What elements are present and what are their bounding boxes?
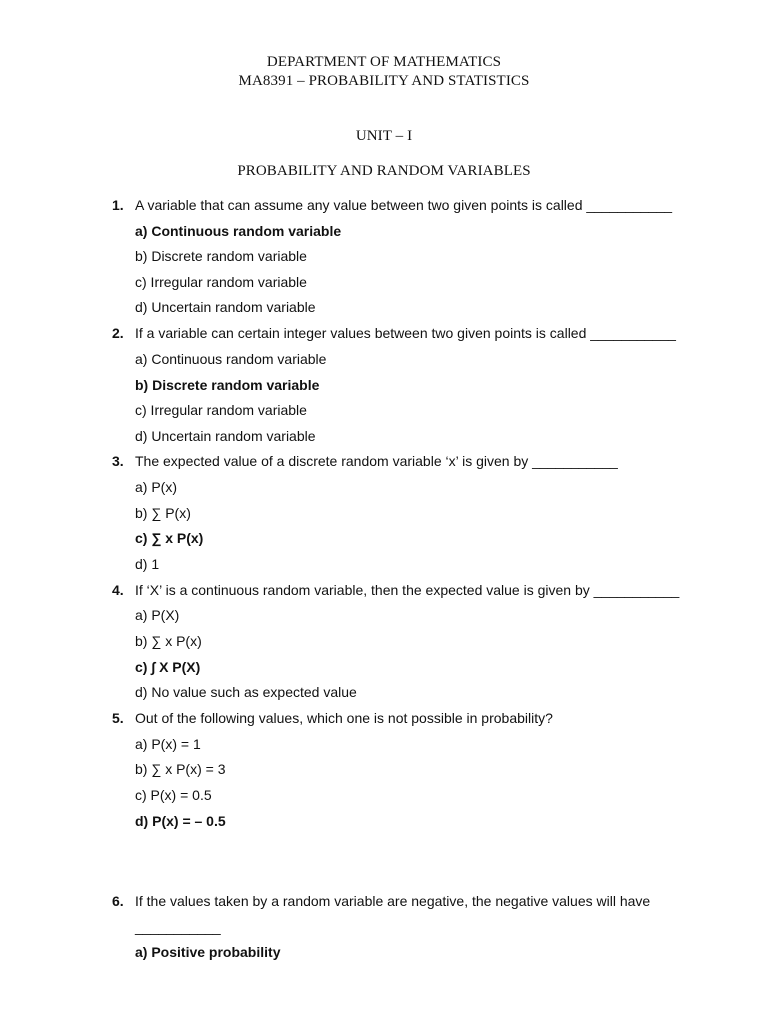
question-text: If ‘X’ is a continuous random variable, then the expected value is given by ___________ <box>135 582 680 598</box>
option: a) P(x) <box>135 479 177 495</box>
option: d) Uncertain random variable <box>135 428 316 444</box>
option: b) ∑ x P(x) = 3 <box>135 761 226 777</box>
question-number: 2. <box>112 325 124 341</box>
option: d) 1 <box>135 556 160 572</box>
option-correct-answer: a) Positive probability <box>135 944 281 960</box>
option-correct-answer: c) ∑ x P(x) <box>135 530 204 546</box>
question-text: A variable that can assume any value between two given points is called ___________ <box>135 197 673 213</box>
question-number: 1. <box>112 197 124 213</box>
option: a) P(X) <box>135 607 180 623</box>
question-number: 6. <box>112 893 124 909</box>
topic-heading <box>0 162 768 181</box>
option: c) Irregular random variable <box>135 402 307 418</box>
option-correct-answer: d) P(x) = – 0.5 <box>135 813 226 829</box>
topic-title: PROBABILITY AND RANDOM VARIABLES <box>237 163 531 179</box>
option: c) P(x) = 0.5 <box>135 787 212 803</box>
unit-title: UNIT – I <box>355 128 413 144</box>
question-text: If a variable can certain integer values between two given points is called ___________ <box>135 325 676 341</box>
document-header <box>0 53 768 91</box>
option: c) Irregular random variable <box>135 274 307 290</box>
option: a) Continuous random variable <box>135 351 327 367</box>
option: d) No value such as expected value <box>135 684 357 700</box>
question-number: 5. <box>112 710 124 726</box>
question-number: 4. <box>112 582 124 598</box>
option-correct-answer: b) Discrete random variable <box>135 377 320 393</box>
course-title: MA8391 – PROBABILITY AND STATISTICS <box>238 73 530 89</box>
question-number: 3. <box>112 453 124 469</box>
option-correct-answer: a) Continuous random variable <box>135 223 342 239</box>
option: b) Discrete random variable <box>135 248 307 264</box>
option-correct-answer: c) ∫ X P(X) <box>135 659 201 675</box>
answer-blank: ___________ <box>135 919 221 935</box>
option: b) ∑ P(x) <box>135 505 191 521</box>
option: d) Uncertain random variable <box>135 299 316 315</box>
question-text: If the values taken by a random variable are negative, the negative values will have <box>135 893 651 909</box>
unit-heading <box>0 127 768 146</box>
option: b) ∑ x P(x) <box>135 633 202 649</box>
question-text: Out of the following values, which one is not possible in probability? <box>135 710 553 726</box>
department-title: DEPARTMENT OF MATHEMATICS <box>266 54 502 70</box>
question-text: The expected value of a discrete random variable ‘x’ is given by ___________ <box>135 453 618 469</box>
option: a) P(x) = 1 <box>135 736 201 752</box>
